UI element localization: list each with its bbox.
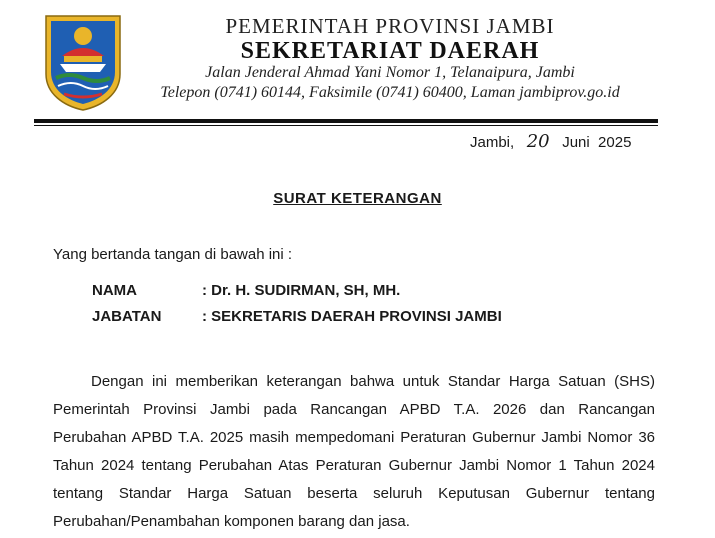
body-line: tentang Standar Harga Satuan beserta seluruh Keputusan Gubernur tentang xyxy=(53,485,655,502)
intro-text: Yang bertanda tangan di bawah ini : xyxy=(53,246,293,263)
body-line: Perubahan APBD T.A. 2025 masih mempedomani Peraturan Gubernur Jambi Nomor 36 xyxy=(53,429,655,446)
body-line: Tahun 2024 tentang Perubahan Atas Peraturan Gubernur Jambi Nomor 1 Tahun 2024 xyxy=(53,457,655,474)
letterhead-contact: Telepon (0741) 60144, Faksimile (0741) 60400, Laman jambiprov.go.id xyxy=(160,84,620,101)
letterhead-government: PEMERINTAH PROVINSI JAMBI xyxy=(225,14,555,38)
date-day-handwritten: 20 xyxy=(526,131,550,152)
field-label: NAMA xyxy=(92,282,137,299)
body-line: Pemerintah Provinsi Jambi pada Rancangan APBD T.A. 2026 dan Rancangan xyxy=(53,401,655,418)
letterhead-rule-thin xyxy=(34,125,658,126)
letterhead-rule-thick xyxy=(34,119,658,123)
date-month-year: Juni 2025 xyxy=(562,134,632,151)
document-title xyxy=(0,190,715,208)
letterhead-office: SEKRETARIAT DAERAH xyxy=(240,38,540,64)
body-line: Perubahan/Penambahan komponen barang dan jasa. xyxy=(53,513,410,530)
date-line xyxy=(470,131,631,152)
field-value: : Dr. H. SUDIRMAN, SH, MH. xyxy=(202,282,401,299)
field-value: : SEKRETARIS DAERAH PROVINSI JAMBI xyxy=(202,308,502,325)
body-line: Dengan ini memberikan keterangan bahwa untuk Standar Harga Satuan (SHS) xyxy=(91,373,655,390)
jambi-province-emblem-icon xyxy=(42,12,124,112)
date-city: Jambi, xyxy=(470,134,515,151)
body-paragraph xyxy=(53,368,655,536)
letterhead-address: Jalan Jenderal Ahmad Yani Nomor 1, Telanaipura, Jambi xyxy=(205,64,575,81)
document-title-text: SURAT KETERANGAN xyxy=(273,190,442,207)
field-label: JABATAN xyxy=(92,308,162,325)
